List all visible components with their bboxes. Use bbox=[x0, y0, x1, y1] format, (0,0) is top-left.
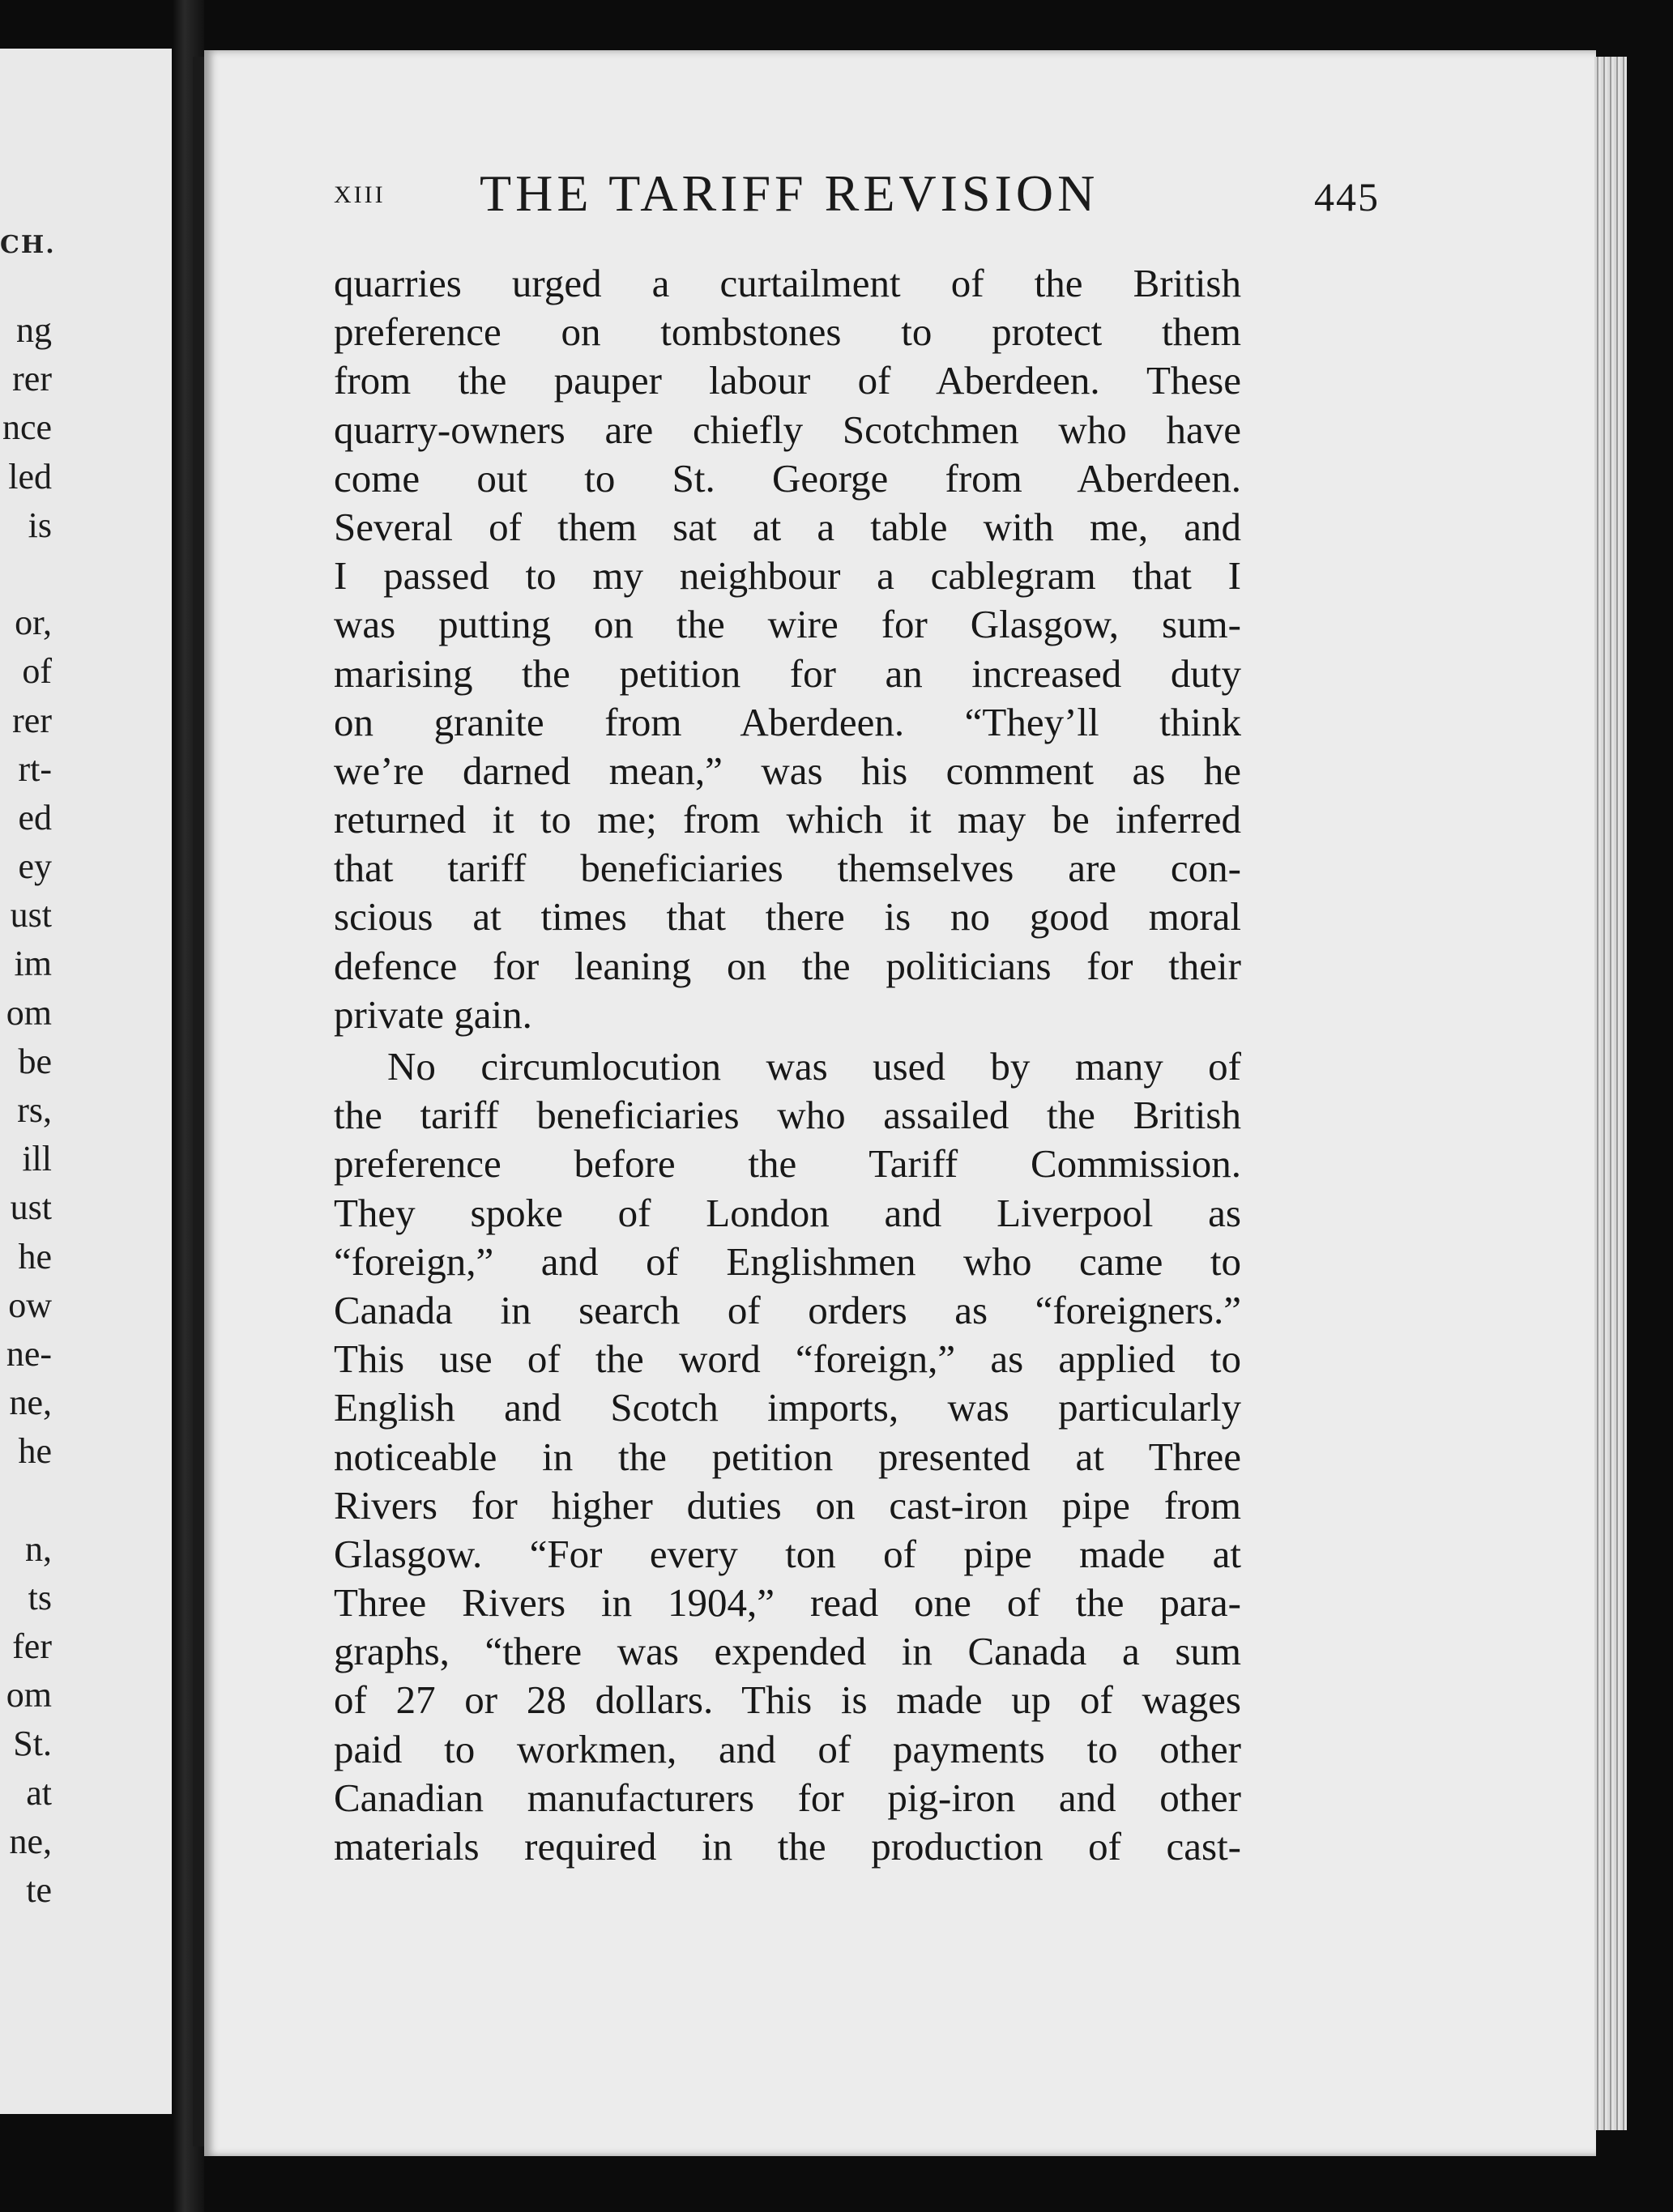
right-page bbox=[204, 50, 1596, 2156]
text-line: from the pauper labour of Aberdeen. These bbox=[334, 358, 1241, 403]
text-line: returned it to me; from which it may be inferred bbox=[334, 797, 1241, 842]
left-text-fragment: ust bbox=[10, 895, 52, 936]
text-line: Canadian manufacturers for pig-iron and other bbox=[334, 1775, 1241, 1820]
text-line: come out to St. George from Aberdeen. bbox=[334, 455, 1241, 501]
left-text-fragment: of bbox=[22, 651, 52, 692]
left-text-fragment: rer bbox=[12, 700, 52, 740]
text-line: that tariff beneficiaries themselves are con- bbox=[334, 846, 1241, 891]
left-text-fragment: rer bbox=[12, 359, 52, 399]
left-text-fragment: or, bbox=[15, 603, 52, 643]
left-text-fragment: led bbox=[8, 456, 52, 497]
body-text bbox=[334, 259, 1241, 1871]
text-line: English and Scotch imports, was particularly bbox=[334, 1385, 1241, 1430]
left-text-fragment: ill bbox=[22, 1139, 52, 1179]
text-line: No circumlocution was used by many of bbox=[387, 1044, 1241, 1089]
text-line: the tariff beneficiaries who assailed the British bbox=[334, 1093, 1241, 1138]
left-text-fragment bbox=[0, 1477, 52, 1525]
text-line: paid to workmen, and of payments to other bbox=[334, 1726, 1241, 1771]
text-line: materials required in the production of cast- bbox=[334, 1824, 1241, 1869]
text-line: we’re darned mean,” was his comment as he bbox=[334, 748, 1241, 793]
left-text-fragment: ust bbox=[10, 1187, 52, 1228]
left-text-fragment: te bbox=[26, 1870, 52, 1910]
left-text-fragment: be bbox=[18, 1041, 52, 1081]
text-line: private gain. bbox=[334, 991, 532, 1037]
left-text-fragment: om bbox=[6, 992, 52, 1033]
left-text-fragment: ts bbox=[28, 1577, 52, 1617]
left-text-fragment: at bbox=[26, 1772, 52, 1813]
text-line: scious at times that there is no good moral bbox=[334, 894, 1241, 940]
left-text-fragment: he bbox=[18, 1236, 52, 1276]
left-text-fragment: ne- bbox=[6, 1333, 52, 1374]
left-text-fragment: nce bbox=[2, 407, 52, 448]
left-text-fragment: im bbox=[14, 944, 52, 984]
running-head bbox=[334, 164, 1468, 237]
text-line: Rivers for higher duties on cast-iron pipe from bbox=[334, 1482, 1241, 1528]
text-line: defence for leaning on the politicians for their bbox=[334, 943, 1241, 988]
left-text-fragment: is bbox=[28, 505, 52, 545]
text-line: on granite from Aberdeen. “They’ll think bbox=[334, 699, 1241, 744]
text-line: was putting on the wire for Glasgow, sum- bbox=[334, 602, 1241, 647]
left-text-fragment: ow bbox=[8, 1285, 52, 1325]
left-text-fragment: n, bbox=[25, 1528, 52, 1569]
text-line: preference on tombstones to protect them bbox=[334, 309, 1241, 355]
left-text-fragment: St. bbox=[13, 1724, 52, 1764]
text-line: They spoke of London and Liverpool as bbox=[334, 1190, 1241, 1235]
left-text-fragment: om bbox=[6, 1675, 52, 1715]
paragraph-1 bbox=[334, 259, 1241, 1039]
page-number: 445 bbox=[1314, 174, 1380, 219]
text-line: noticeable in the petition presented at Three bbox=[334, 1434, 1241, 1479]
left-page-text-fragments bbox=[0, 306, 52, 1915]
text-line: graphs, “there was expended in Canada a sum bbox=[334, 1629, 1241, 1674]
left-text-fragment: ed bbox=[18, 797, 52, 837]
running-title: THE TARIFF REVISION bbox=[480, 164, 1099, 222]
text-line: This use of the word “foreign,” as applied to bbox=[334, 1336, 1241, 1382]
text-line: quarry-owners are chiefly Scotchmen who have bbox=[334, 407, 1241, 452]
text-line: Several of them sat at a table with me, and bbox=[334, 504, 1241, 549]
left-text-fragment: rt- bbox=[18, 748, 52, 789]
left-text-fragment bbox=[0, 550, 52, 599]
text-line: Three Rivers in 1904,” read one of the para- bbox=[334, 1580, 1241, 1626]
left-text-fragment: ey bbox=[18, 846, 52, 887]
left-text-fragment: ne, bbox=[9, 1383, 52, 1423]
left-text-fragment: fer bbox=[12, 1626, 52, 1667]
text-line: marising the petition for an increased duty bbox=[334, 650, 1241, 696]
chapter-number: XIII bbox=[334, 181, 386, 208]
left-text-fragment: ng bbox=[16, 310, 52, 350]
left-text-fragment: ne, bbox=[9, 1821, 52, 1861]
text-line: “foreign,” and of Englishmen who came to bbox=[334, 1238, 1241, 1284]
left-facing-page bbox=[0, 49, 172, 2114]
left-text-fragment: he bbox=[18, 1431, 52, 1472]
left-text-fragment: rs, bbox=[17, 1090, 52, 1130]
page-edges bbox=[1594, 57, 1627, 2130]
paragraph-2 bbox=[334, 1042, 1241, 1871]
left-page-header: CH. bbox=[0, 231, 56, 259]
text-line: of 27 or 28 dollars. This is made up of wages bbox=[334, 1677, 1241, 1723]
text-line: quarries urged a curtailment of the British bbox=[334, 261, 1241, 305]
text-line: Glasgow. “For every ton of pipe made at bbox=[334, 1531, 1241, 1576]
text-line: preference before the Tariff Commission. bbox=[334, 1141, 1241, 1187]
text-line: Canada in search of orders as “foreigners.” bbox=[334, 1287, 1241, 1332]
text-line: I passed to my neighbour a cablegram that I bbox=[334, 553, 1241, 599]
